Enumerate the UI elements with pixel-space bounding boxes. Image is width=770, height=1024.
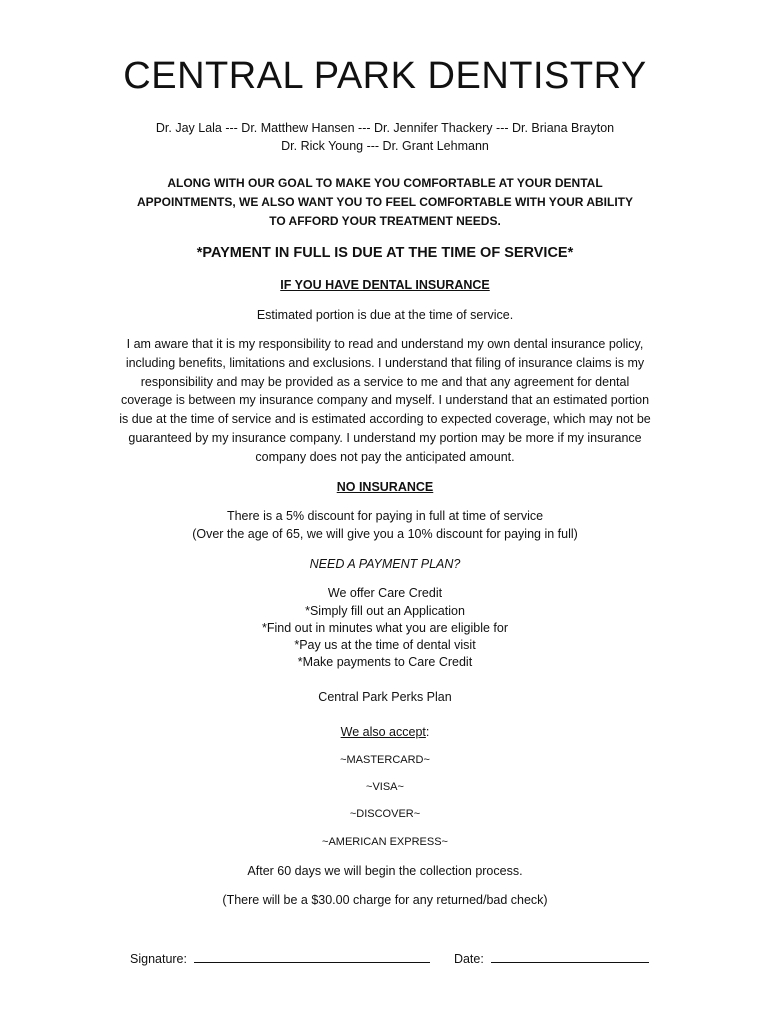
payment-plan-line: *Simply fill out an Application [305, 604, 465, 618]
card-visa: ~VISA~ [366, 781, 404, 793]
no-insurance-heading: NO INSURANCE [336, 480, 434, 494]
estimated-portion-text: Estimated portion is due at the time of service. [256, 308, 514, 322]
signature-label: Signature: [130, 952, 187, 966]
goal-line-2: APPOINTMENTS, WE ALSO WANT YOU TO FEEL COMFORTABLE WITH YOUR ABILITY [136, 195, 633, 209]
page-title: CENTRAL PARK DENTISTRY [123, 55, 647, 97]
insurance-paragraph-line: company does not pay the anticipated amount. [255, 450, 515, 464]
signature-line[interactable] [194, 950, 430, 963]
payment-full-notice: *PAYMENT IN FULL IS DUE AT THE TIME OF SERVICE* [196, 245, 574, 261]
accept-heading-label: We also accept [340, 725, 426, 739]
insurance-heading: IF YOU HAVE DENTAL INSURANCE [280, 278, 490, 292]
discount-line-1: There is a 5% discount for paying in full at time of service [226, 509, 544, 523]
insurance-paragraph-line: is due at the time of service and is estimated according to expected coverage, which may not be [119, 412, 651, 426]
date-label: Date: [453, 952, 484, 966]
accept-heading [0, 723, 770, 741]
perks-plan-text: Central Park Perks Plan [318, 690, 452, 704]
collection-notice: After 60 days we will begin the collection process. [247, 864, 523, 878]
goal-line-3: TO AFFORD YOUR TREATMENT NEEDS. [269, 214, 501, 228]
payment-plan-line: *Pay us at the time of dental visit [294, 638, 476, 652]
insurance-paragraph-line: coverage is between my insurance company and myself. I understand that an estimated portion [120, 393, 650, 407]
doctors-line-2: Dr. Rick Young --- Dr. Grant Lehmann [281, 139, 489, 153]
payment-plan-line: *Make payments to Care Credit [297, 655, 473, 669]
payment-plan-line: We offer Care Credit [327, 586, 443, 600]
insurance-paragraph-line: responsibility and may be provided as a service to me and that any agreement for dental [140, 375, 630, 389]
payment-plan-heading: NEED A PAYMENT PLAN? [309, 557, 461, 571]
returned-check-notice: (There will be a $30.00 charge for any returned/bad check) [222, 893, 548, 907]
accept-heading-colon: : [425, 725, 430, 739]
card-discover: ~DISCOVER~ [349, 808, 421, 820]
signature-row [130, 950, 649, 968]
discount-line-2: (Over the age of 65, we will give you a 10% discount for paying in full) [192, 527, 578, 541]
insurance-paragraph-line: I am aware that it is my responsibility to read and understand my own dental insurance policy, [126, 337, 644, 351]
card-mastercard: ~MASTERCARD~ [340, 754, 430, 766]
goal-line-1: ALONG WITH OUR GOAL TO MAKE YOU COMFORTABLE AT YOUR DENTAL [167, 176, 603, 190]
doctors-line-1: Dr. Jay Lala --- Dr. Matthew Hansen --- Dr. Jennifer Thackery --- Dr. Briana Brayton [155, 121, 615, 135]
payment-plan-line: *Find out in minutes what you are eligible for [262, 621, 508, 635]
card-american-express: ~AMERICAN EXPRESS~ [322, 836, 448, 848]
date-line[interactable] [491, 950, 649, 963]
insurance-paragraph-line: guaranteed by my insurance company. I understand my portion may be more if my insurance [128, 431, 642, 445]
insurance-paragraph-line: including benefits, limitations and exclusions. I understand that filing of insurance claims is my [125, 356, 645, 370]
